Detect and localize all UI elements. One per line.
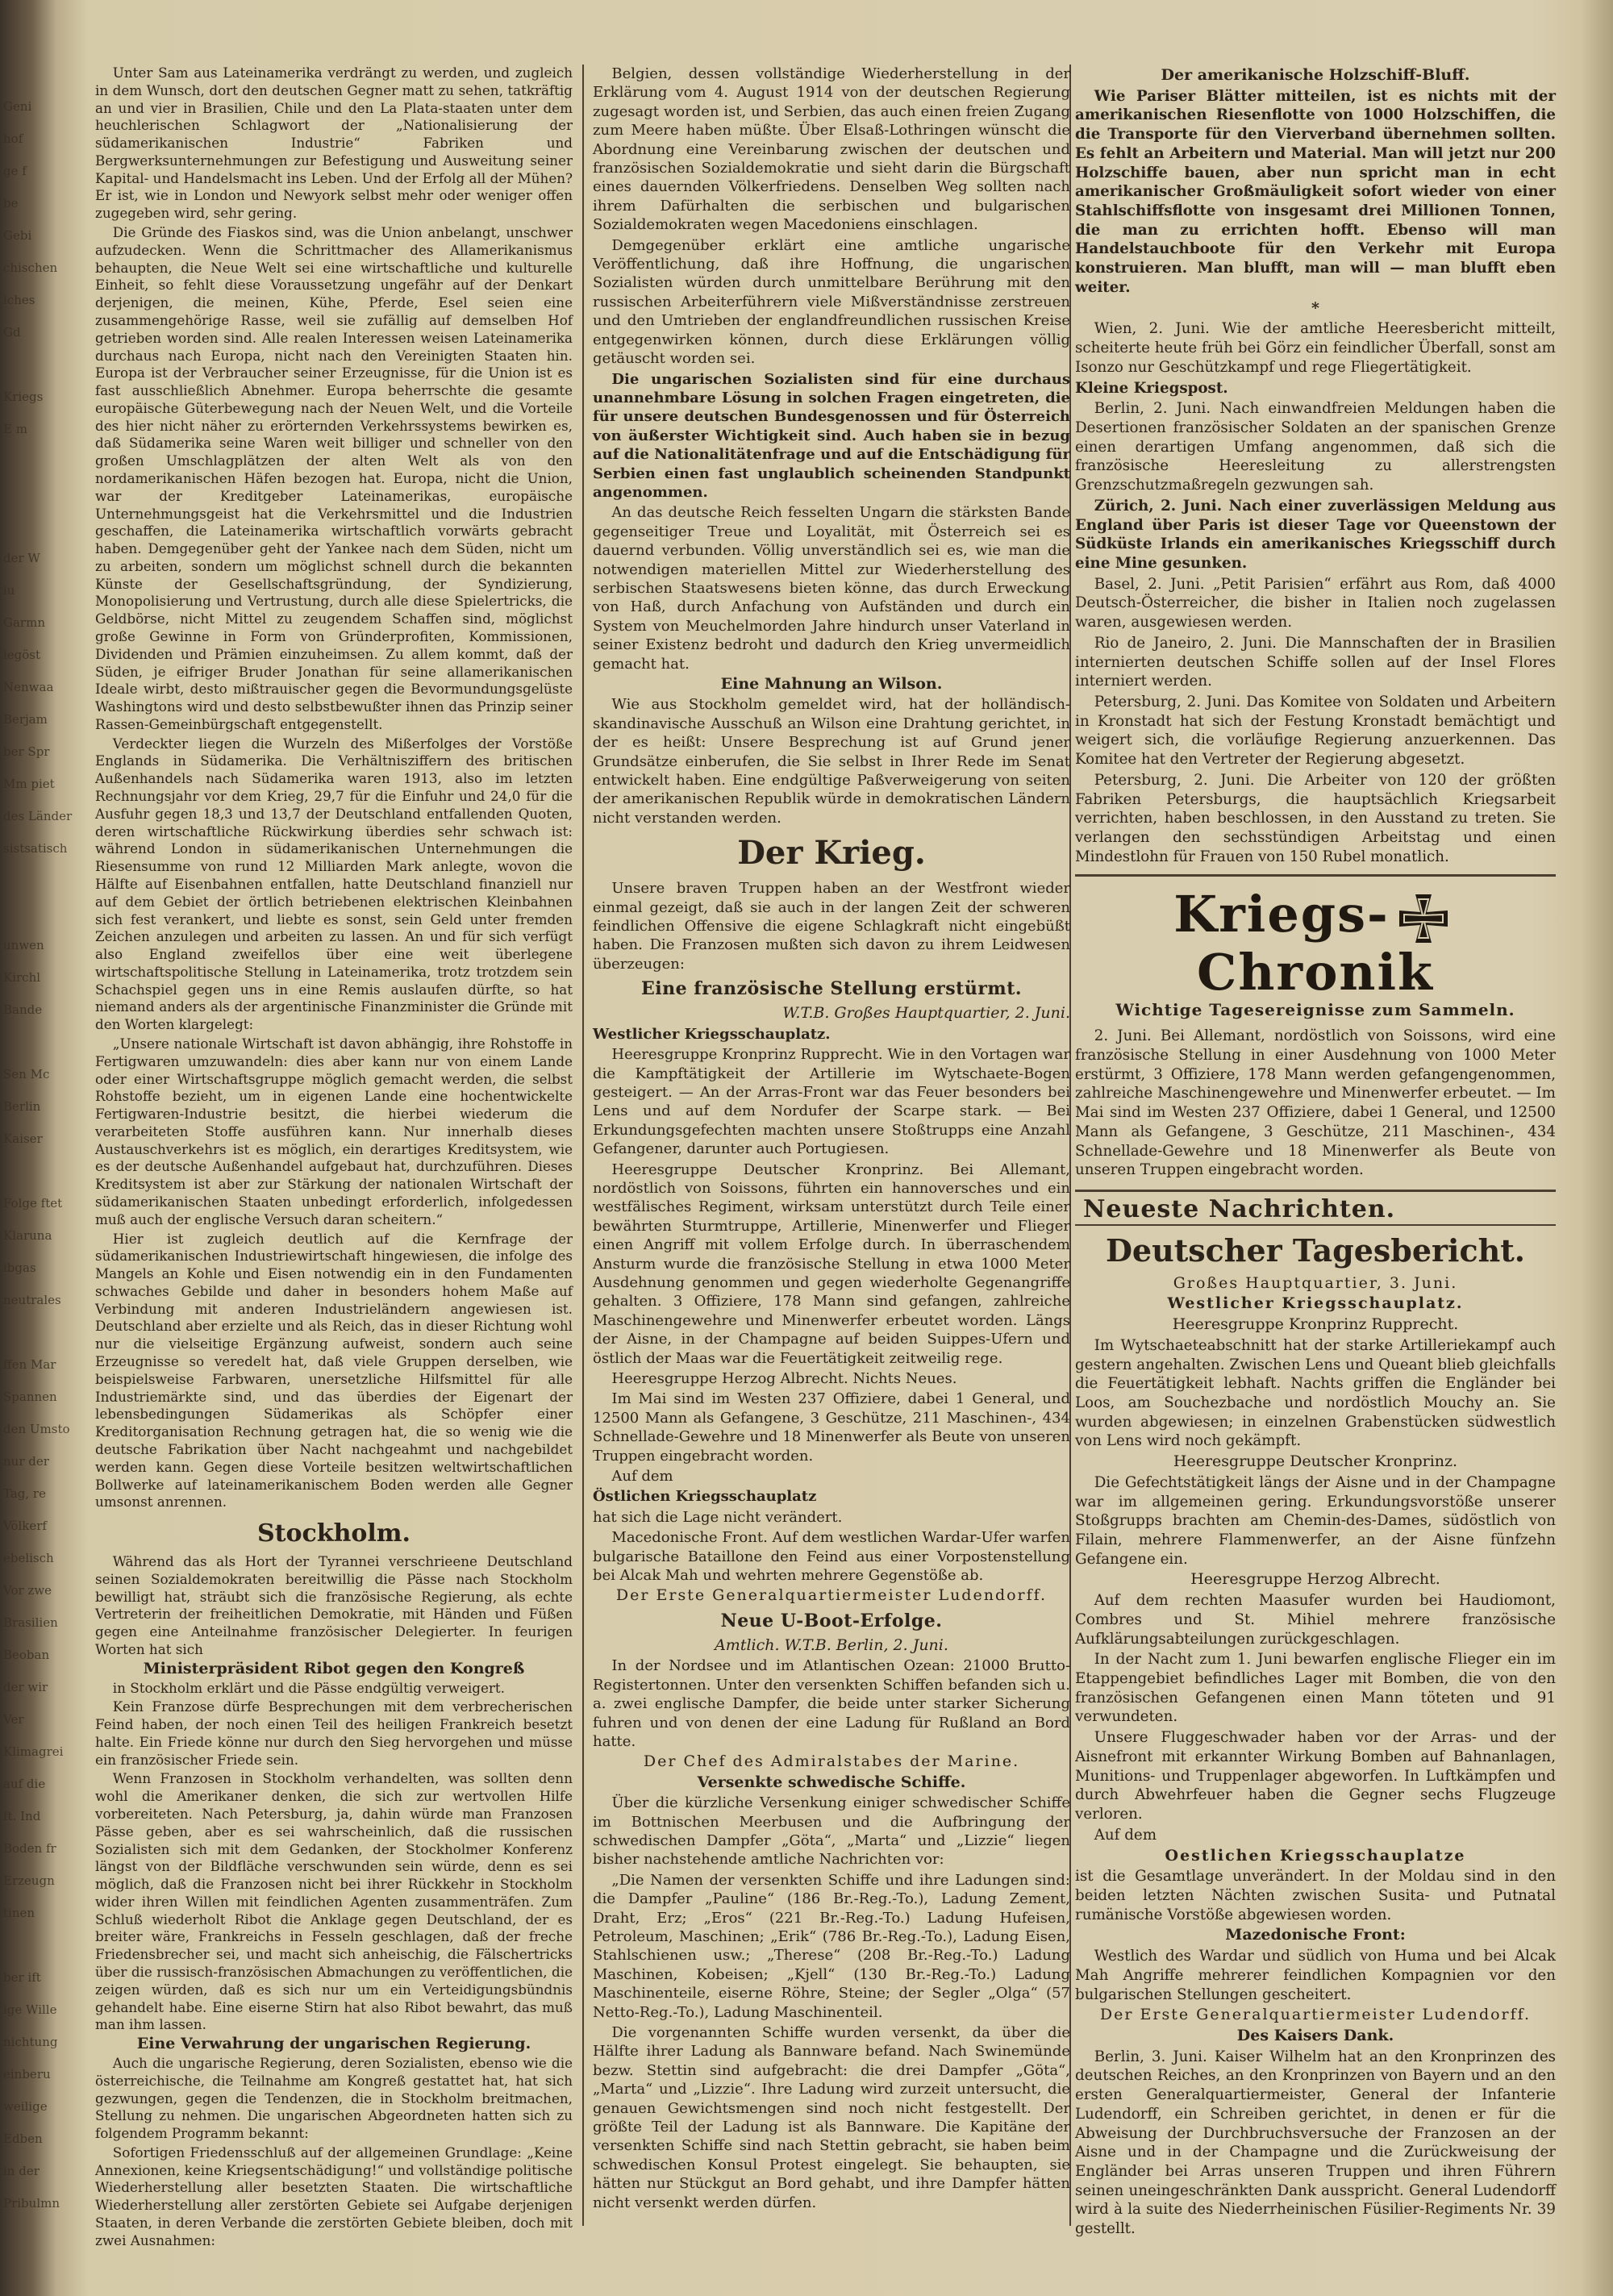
col2-paragraph: Die vorgenannten Schiffe wurden versenkt, da über die Hälfte ihrer Ladung als Bannware befand. Nach Swinemünde bezw. Stettin sind aufgebracht: die drei Dampfer „Göta“, „Marta“ und „Lizzie“. Ihre Ladung wird zurzeit untersucht, die genauen Gewichtsmengen sind noch nicht festgestellt. Der größte Teil der Ladung ist als Bannware. Die Kapitäne der versenkten Schiffe sind nach Stettin gebracht, sie haben beim schwedischen Konsul Protest eingelegt. Sie behaupten, sie hätten nur Stückgut an Bord gehabt, und ihre Dampfer hätten nicht versenkt werden dürfen. [593,2024,1070,2211]
gutter-fragment: ibgas [3,1261,36,1275]
gutter-fragment: Mm piet [3,777,55,791]
col1-paragraph: Hier ist zugleich deutlich auf die Kernfrage der südamerikanischen Industriewirtschaft hingewiesen, die infolge des Mangels an Kohle und Eisen notwendig ein in den Fundamenten schwaches Gebilde und daher in besonders hohem Maße auf Verbindung mit anderen Industrieländern angewiesen ist. Deutschland aber erzielte und als Reich, das in dieser Richtung wohl nur die vielseitige Ergänzung aufweist, sondern auch seine Erzeugnisse so veredelt hat, daß viele Gruppen derselben, wie beispielsweise Farbwaren, unersetzliche Hilfsmittel für alle Industriemärkte sind, und das überdies der Eigenart der lebensbedingungen Südamerikas als Schöpfer einer Kreditorganisation Rechnung getragen hat, die so wenig wie die deutsche Fabrikation über Nacht nachgeahmt und nachgebildet werden kann. Gegen diese Vorteile besitzen weltwirtschaftlichen Bollwerke auf lateinamerikanischem Boden werden alle Gegner umsonst anrennen. [95,1230,573,1511]
col3-paragraph: Wien, 2. Juni. Wie der amtliche Heeresbericht mitteilt, scheiterte heute früh bei Görz ein feindlicher Überfall, sonst am Isonzo nur Geschützkampf und rege Fliegertätigkeit. [1075,320,1556,376]
gutter-fragment: in der [3,2164,40,2178]
column-1 [95,65,573,2252]
col2-paragraph: Heeresgruppe Kronprinz Rupprecht. Wie in den Vortagen war die Kampftätigkeit der Artillerie im Wytschaete-Bogen gesteigert. — An der Arras-Front war das Feuer besonders bei Lens und auf dem Nordufer der Scarpe stark. — Bei Erkundungsgefechten machten unsere Stoßtrupps eine Anzahl Gefangener, darunter auch Portugiesen. [593,1046,1070,1158]
gutter-fragment: Völkerf [3,1519,47,1533]
schwedische-schiffe-subheading: Versenkte schwedische Schiffe. [697,1773,966,1791]
col2-paragraph: Demgegenüber erklärt eine amtliche ungarische Veröffentlichung, daß ihre Hoffnung, die ungarischen Sozialisten würden durch unmittelbare Berührung mit den russischen Arbeiterführern viele Mißverständnisse zerstreuen und den Umtrieben der englandfreundlichen russischen Kreise entgegenwirken können, durch diese Erklärungen völlig getäuscht worden sei. [593,236,1070,368]
gutter-fragment: Beoban [3,1648,50,1662]
col2-paragraph: Die ungarischen Sozialisten sind für eine durchaus unannehmbare Lösung in solchen Fragen eingetreten, die für unsere deutschen Bundesgenossen und für Österreich von äußerster Wichtigkeit sind. Auch haben sie in bezug auf die Nationalitätenfrage und auf die Entschädigung für Serbien einen fast unglaublich scheinenden Standpunkt angenommen. [593,370,1070,501]
gutter-fragment: des Länder [3,809,73,823]
gutter-fragment: ffen Mar [3,1357,56,1372]
gutter-fragment: Nenwaa [3,680,54,694]
gutter-fragment: ge f [3,164,27,178]
tb-west-heading: Westlicher Kriegsschauplatz. [1167,1294,1464,1313]
col1-paragraph: Wenn Franzosen in Stockholm verhandelten, was sollten denn wohl die Amerikaner denken, die sich zur wertvollen Hilfe vorbereiteten. Nach Petersburg, ja, dahin würde man Franzosen Pässe geben, aber es sei wahrscheinlich, daß die russischen Sozialisten sich mit dem Gedanken, der Stockholmer Konferenz längst von der Bildfläche verschwunden sein würde, denn es sei möglich, daß die Franzosen nicht bei ihrer Rückkehr in Stockholm wider ihren Willen mit feindlichen Agenten zusammenträfen. Zum Schluß wiederholt Ribot die Anklage gegen Deutschland, der es breiter wäre, Frankreichs in Fesseln geschlagen, daß der freche Friedensbrecher sei, und macht sich anheischig, die Fälschertricks über die russisch-französischen Abmachungen zu veröffentlichen, die zeigen würden, daß es sich nur um ein Verteidigungsbündnis gehandelt habe. Eine eiserne Stirn hat also Ribot bewahrt, das muß man ihm lassen. [95,1770,573,2033]
col2-paragraph: „Die Namen der versenkten Schiffe und ihre Ladungen sind: die Dampfer „Pauline“ (186 Br.-Reg.-To.), Ladung Zement, Draht, Erz; „Eros“ (221 Br.-Reg.-To.) Ladung Hufeisen, Petroleum, Maschinen; „Erik“ (786 Br.-Reg.-To.), Ladung Eisen, Stahlschienen usw.; „Therese“ (208 Br.-Reg.-To.) Ladung Maschinen, Kobeisen; „Kjell“ (130 Br.-Reg.-To.) Ladung Maschinenteile, eiserne Röhre, Steine; der Segler „Olga“ (57 Netto-Reg.-To.), Ladung Maschinenteil. [593,1871,1070,2021]
col3-paragraph: Wie Pariser Blätter mitteilen, ist es nichts mit der amerikanischen Riesenflotte von 1000 Holzschiffen, die die Transporte für den Vierverband übernehmen sollten. Es fehlt an Arbeitern und Material. Man will jetzt nur 200 Holzschiffe bauen, aber nun spricht man in echt amerikanischer Großmäuligkeit sofort wieder von einer Stahlschiffsflotte von insgesamt drei Millionen Tonnen, die man zu errichten hofft. Ebenso will man Handelstauchboote für den Verkehr mit Europa konstruieren. Man blufft, man will — man blufft eben weiter. [1075,87,1556,296]
gutter-fragment: Gd [3,325,21,340]
col2-paragraph: An das deutsche Reich fesselten Ungarn die stärksten Bande gegenseitiger Treue und Loyalität, mit Österreich sei es dauernd verbunden. Völlig unverständlich sei es, wie man die notwendigen materiellen Mittel zur Wiederherstellung des serbischen Staatswesens bieten könne, das durch Erweckung von Haß, durch Anfachung von Aufständen und durch ein System von Meuchelmorden Jahre hindurch unser Vaterland in seiner Existenz bedroht und dadurch den Krieg unvermeidlich gemacht hat. [593,504,1070,673]
col2-paragraph: hat sich die Lage nicht verändert. [593,1508,843,1526]
stockholm-heading: Stockholm. [257,1519,411,1548]
gutter-fragment: iu [3,583,15,598]
col1-paragraph: Während das als Hort der Tyrannei verschrieene Deutschland seinen Sozialdemokraten bereitwillig die Pässe nach Stockholm bewilligt hat, sträubt sich die französische Regierung, als echte Vertreterin der freiheitlichen Demokratie, mit Händen und Füßen gegen eine Anteilnahme französischer Delegierter. In feurigen Worten hat sich [95,1553,573,1657]
gutter-fragment: Folge ftet [3,1196,63,1211]
section-star: * [1311,298,1319,317]
gutter-fragment: Bande [3,1002,43,1017]
gutter-fragment: einberu [3,2067,51,2081]
col1-paragraph: Sofortigen Friedensschluß auf der allgemeinen Grundlage: „Keine Annexionen, keine Kriegsentschädigung!“ und vollständige politische Wiederherstellung aller besetzten Staaten. Die wirtschaftliche Wiederherstellung aller zerstörten Gebiete sei Aufgabe derjenigen Staaten, in deren Verbande die zerstörten Gebiete bleiben, doch mit zwei Ausnahmen: [95,2144,573,2248]
chronik-bottom-rule [1075,1190,1556,1192]
col3-paragraph: Die Gefechtstätigkeit längs der Aisne und in der Champagne war im allgemeinen gering. Erkundungsvorstöße unserer Stoßgrupps brachten am Chemin-des-Dames, südöstlich von Filain, mehrere Flammenwerfer, an der Aisne fünfzehn Gefangene ein. [1075,1473,1556,1568]
col3-paragraph: Auf dem [1094,1826,1157,1844]
gutter-fragment: be [3,196,19,210]
col2-paragraph: Belgien, dessen vollständige Wiederherstellung in der Erklärung vom 4. August 1914 von der deutschen Regierung zugesagt worden ist, und Serbien, das auch einen freien Zugang zum Meere haben müßte. Über Elsaß-Lothringen wünscht die Abordnung eine Vereinbarung zwischen der deutschen und französischen Sozialdemokratie und sieht darin die Bürgschaft eines dauernden Völkerfriedens. Denselben Weg sollten nach ihrem Dafürhalten die serbischen und bulgarischen Sozialdemokraten wegen Macedoniens einschlagen. [593,65,1070,234]
col2-paragraph: Macedonische Front. Auf dem westlichen Wardar-Ufer warfen bulgarische Bataillone den Feind aus einer Vorpostenstellung bei Alcak Mah und wehrten mehrere Gegenstöße ab. [593,1529,1070,1585]
col3-paragraph: Berlin, 3. Juni. Kaiser Wilhelm hat an den Kronprinzen des deutschen Reiches, an den Kronprinzen von Bayern und an den ersten Generalquartiermeister, General der Infanterie Ludendorff, ein Schreiben gerichtet, in denen er für die Abweisung der Durchbruchsversuche der Franzosen an der Aisne und in der Champagne und die Zurückweisung der Engländer bei Arras unseren Truppen und ihren Führern seinen uneingeschränkten Dank ausspricht. General Ludendorff wird à la suite des Niederrheinischen Füsilier-Regiments Nr. 39 gestellt. [1075,2048,1556,2238]
col1-quote: „Unsere nationale Wirtschaft ist davon abhängig, ihre Rohstoffe in Fertigwaren umzuwandeln: dies aber kann nur von einem Lande oder einer Wirtschaftsgruppe möglich gemacht werden, die selbst Rohstoffe bezieht, um in eigenen Lande eine hochentwickelte Fertigwaren-Industrie besitzt, die hierbei wiederum die verarbeiteten Stoffe ausführen kann. Nur innerhalb dieses Austauschverkehrs ist es möglich, ein derartiges Kreditsystem, wie es der deutsche Außenhandel aufgebaut hat, durchzuführen. Dieses Kreditsystem ist aber zur Stärkung der nationalen Wirtschaft der südamerikanischen Staaten unbedingt erforderlich, infolgedessen muß auch der englische Versuch daran scheitern.“ [95,1035,573,1227]
column-2 [593,65,1070,2214]
gutter-fragment: Boden fr [3,1841,56,1856]
gutter-fragment: ebelisch [3,1551,54,1565]
admiralstab-signature: Der Chef des Admiralstabes der Marine. [643,1752,1020,1771]
gutter-fragment: chischen [3,260,58,275]
col1-paragraph: Die Gründe des Fiaskos sind, was die Union anbelangt, unschwer aufzudecken. Wenn die Schrittmacher des Allamerikanismus behaupten, die Neue Welt sei eine wirtschaftliche und kulturelle Einheit, so fehlt diese Voraussetzung ungefähr auf der Denkart derjenigen, die meinen, Kühe, Pferde, Esel seien eine zusammengehörige Rasse, weil sie zufällig auf demselben Hof getrieben worden sind. Alle realen Interessen weisen Lateinamerika durchaus nach Europa, nicht nach den Vereinigten Staaten hin. Europa ist der Verbraucher seiner Erzeugnisse, für die Union ist es fast ausschließlich Abnehmer. Europa beherrschte die gesamte europäische Güterbewegung nach der Neuen Welt, und die Vorteile des hier nicht näher zu erörternden Verkehrssystems bewirken es, daß Südamerika seine Waren weit billiger und schneller von den großen Umschlagplätzen der alten Welt als von den nordamerikanischen Häfen bezogen hat. Europa, nicht die Union, war der Kreditgeber Lateinamerikas, europäische Unternehmungsgeist hat die Verkehrsmittel und die Industrien geschaffen, die Lateinamerika wirtschaftlich vorwärts gebracht haben. Demgegenüber geht der Yankee nach dem Süden, nicht um zu arbeiten, sondern um möglichst schnell durch die bekannten Künste der Gesellschaftsgründung, der Syndizierung, Monopolisierung und Vertrustung, durch alle diese Spielertricks, die Geldbörse, nicht Mittel zu zeugendem Schaffen sind, möglichst große Gewinne in Form von Gründerprofiten, Kommissionen, Dividenden und Prämien einzuheimsen. Zu allem kommt, daß der Süden, je eifriger Bruder Jonathan für seine allamerikanischen Ideale wirbt, desto mißtrauischer gegen die Bevormundungsgelüste Washingtons wird und desto selbstbewußter ihnen das Prinzip seiner Rassen-Gemeinbürgschaft entgegenstellt. [95,224,573,732]
gutter-fragment: Geni [3,99,32,114]
gutter-fragment: Brasilien [3,1615,58,1630]
holzschiff-heading: Der amerikanische Holzschiff-Bluff. [1161,66,1470,84]
gutter-fragment: unwen [3,938,44,952]
gutter-fragment: Erzeugn [3,1873,55,1888]
col3-paragraph: Auf dem rechten Maasufer wurden bei Haudiomont, Combres und St. Mihiel mehrere französische Aufklärungsabteilungen zurückgeschlagen. [1075,1592,1556,1648]
gutter-fragment: Ver [3,1712,24,1727]
uboot-heading: Neue U-Boot-Erfolge. [720,1610,943,1631]
col2-paragraph: Heeresgruppe Deutscher Kronprinz. Bei Allemant, nordöstlich von Soissons, führten ein hannoversches und ein westfälisches Regiment, wirksam unterstützt durch Teile einer bewährten Sturmtruppe, Artillerie, Minenwerfer und Flieger einen Angriff mit vollem Erfolge durch. In überraschendem Ansturm wurde die französische Stellung in etwa 1000 Meter Ausdehnung genommen und gegen wiederholte Gegenangriffe gehalten. 3 Offiziere, 178 Mann sind gefangen, zahlreiche Maschinengewehre und Minenwerfer erbeutet worden. Längs der Aisne, in der Champagne auf beiden Suippes-Ufern und östlich der Maas war die Feuertätigkeit zeitweilig rege. [593,1161,1070,1367]
neueste-rule [1075,1224,1556,1226]
gutter-fragment: Gebi [3,228,32,243]
col2-paragraph: Unsere braven Truppen haben an der Westfront wieder einmal gezeigt, daß sie auch in der langen Zeit der schweren feindlichen Offensive die eigene Schlagkraft nicht eingebüßt haben. Die Franzosen mußten sich davon zu ihrem Leidwesen überzeugen: [593,880,1070,973]
stellung-heading: Eine französische Stellung erstürmt. [640,978,1023,1000]
col3-paragraph: Petersburg, 2. Juni. Die Arbeiter von 120 der größten Fabriken Petersburgs, die hauptsächlich Kriegsarbeit verrichten, haben beschlossen, in den Ausstand zu treten. Sie verlangen den sechsstündigen Arbeitstag und einen Mindestlohn für Frauen von 150 Rubel monatlich. [1075,771,1556,865]
col2-paragraph: Im Mai sind im Westen 237 Offiziere, dabei 1 General, und 12500 Mann als Gefangene, 3 Geschütze, 211 Maschinen-, 434 Schnellade-Gewehre und 18 Minenwerfer als Beute von unseren Truppen eingebracht worden. [593,1390,1070,1465]
col3-paragraph: In der Nacht zum 1. Juni bewarfen englische Flieger ein im Etappengebiet befindliches Lager mit Bomben, die von den französischen Gefangenen einen Mann töteten und 91 verwundeten. [1075,1651,1556,1726]
col3-paragraph: Westlich des Wardar und südlich von Huma und bei Alcak Mah Angriffe mehrerer feindlichen Kompagnien vor den bulgarischen Stellungen gescheitert. [1075,1948,1556,2003]
gutter-fragment: Kriegs [3,390,44,404]
col3-paragraph: Petersburg, 2. Juni. Das Komitee von Soldaten und Arbeitern in Kronstadt hat sich der Festung Kronstadt bemächtigt und weigert sich, die vorläufige Regierung anzuerkennen. Das Komitee hat den Vertreter der Regierung abgesetzt. [1075,694,1556,769]
ludendorff-signature-1: Der Erste Generalquartiermeister Ludendorff. [615,1586,1048,1605]
col1-paragraph: Kein Franzose dürfe Besprechungen mit dem verbrecherischen Feind haben, der noch einen Teil des heiligen Frankreich besetzt halte. Ein Friede könne nur durch den Sieg hervorgehen und müsse ein französischer Friede sein. [95,1698,573,1768]
gutter-fragment: Spannen [3,1390,57,1404]
wtb-dateline: W.T.B. Großes Hauptquartier, 2. Juni. [782,1004,1070,1023]
col3-paragraph: 2. Juni. Bei Allemant, nordöstlich von Soissons, wird eine französische Stellung in einer Ausdehnung von 1000 Meter erstürmt, 3 Offiziere, 178 Mann werden gefangengenommen, zahlreiche Maschinengewehre und Minenwerfer erbeutet. — Im Mai sind im Westen 237 Offiziere, dabei 1 General, und 12500 Mann als Gefangene, 3 Geschütze, 211 Maschinen-, 434 Schnellade-Gewehre und 18 Minenwerfer als Beute von unseren Truppen eingebracht worden. [1075,1027,1556,1179]
uboot-dateline: Amtlich. W.T.B. Berlin, 2. Juni. [715,1636,948,1654]
tagesbericht-dateline: Großes Hauptquartier, 3. Juni. [1173,1273,1458,1292]
gutter-fragment: nichtung [3,2035,58,2049]
col3-paragraph: Rio de Janeiro, 2. Juni. Die Mannschaften der in Brasilien internierten deutschen Schiffe sollen auf der Insel Flores interniert werden. [1075,634,1556,690]
gutter-fragment: Pribulmn [3,2196,60,2211]
wilson-subheading: Eine Mahnung an Wilson. [720,675,943,693]
col2-paragraph: Heeresgruppe Herzog Albrecht. Nichts Neues. [611,1370,957,1387]
chronik-subtitle: Wichtige Tagesereignisse zum Sammeln. [1115,1000,1515,1020]
gutter-fragment: nur der [3,1454,49,1469]
verwahrung-subheading: Eine Verwahrung der ungarischen Regierung. [136,2035,531,2053]
col3-paragraph: Zürich, 2. Juni. Nach einer zuverlässigen Meldung aus England über Paris ist dieser Tage vor Queenstown der Südküste Irlands ein amerikanisches Kriegsschiff durch eine Mine gesunken. [1075,497,1556,572]
col1-paragraph: Unter Sam aus Lateinamerika verdrängt zu werden, und zugleich in dem Wunsch, dort den deutschen Gegner matt zu sehen, tatkräftig an und vier in Brasilien, Chile und den La Plata-staaten unter dem heuchlerischen Schlagwort der „Nationalisierung der südamerikanischen Industrie“ Fabriken und Bergwerksunternehmungen zur Befestigung und Ausweitung seiner Kapital- und Handelsmacht ins Leben. Und der Erfolg all der Mühen? Er ist, wie in London und Newyork selbst mehr oder weniger offen zugegeben wird, sehr gering. [95,65,573,222]
gutter-fragment: ft. Ind [3,1809,41,1823]
tb-herzog-heading: Heeresgruppe Herzog Albrecht. [1190,1570,1440,1589]
gutter-fragment: Garmn [3,615,45,630]
gutter-fragment: ber Spr [3,744,50,759]
col2-paragraph: Wie aus Stockholm gemeldet wird, hat der holländisch-skandinavische Ausschuß an Wilson eine Drahtung gerichtet, in der es heißt: Unsere Besprechung ist auf Grund jener Grundsätze einberufen, die Sie selbst in Ihrer Rede im Senat entwickelt haben. Eine endgültige Paßverweigerung von seiten der amerikanischen Republik würde in demokratischen Ländern nicht verstanden werden. [593,696,1070,827]
gutter-fragment: weilige [3,2099,48,2114]
tb-mazedonien-heading: Mazedonische Front: [1225,1926,1406,1944]
tb-kronprinz-heading: Heeresgruppe Deutscher Kronprinz. [1173,1452,1458,1471]
gutter-fragment: Kaiser [3,1131,43,1146]
gutter-fragment: ige Wille [3,2002,57,2017]
kriegspost-heading: Kleine Kriegspost. [1075,379,1228,397]
gutter-fragment: den Umsto [3,1422,70,1436]
col2-paragraph: In der Nordsee und im Atlantischen Ozean: 21000 Brutto-Registertonnen. Unter den versenkten Schiffen befanden sich u. a. zwei englische Dampfer, die beide unter starker Sicherung fuhren und von denen der eine Ladung für Rußland an Bord hatte. [593,1657,1070,1750]
gutter-fragment: Tag, re [3,1486,46,1501]
gutter-fragment: hof [3,131,23,146]
chronik-left-word: Kriegs- [1173,885,1390,944]
col3-paragraph: Basel, 2. Juni. „Petit Parisien“ erfährt aus Rom, daß 4000 Deutsch-Österreicher, die bisher in Italien noch zugelassen waren, ausgewiesen werden. [1075,575,1556,631]
col2-paragraph: Auf dem [611,1468,673,1486]
chronik-top-rule [1075,874,1556,877]
gutter-fragment: Klaruna [3,1228,52,1243]
gutter-fragment: der W [3,551,40,565]
gutter-fragment: auf die [3,1777,46,1791]
gutter-fragment: Sen Mc [3,1067,50,1081]
gutter-fragment: iches [3,293,35,307]
tagesbericht-heading: Deutscher Tagesbericht. [1105,1231,1526,1269]
krieg-heading: Der Krieg. [737,834,926,873]
col3-paragraph: Unsere Fluggeschwader haben vor der Arras- und der Aisnefront mit erkannter Wirkung Bomben auf Bahnanlagen, Munitions- und Truppenlager abgeworfen. In Luftkämpfen und durch Abwehrfeuer haben die Gegner sechs Flugzeuge verloren. [1075,1729,1556,1823]
gutter-fragment: Klimagrei [3,1744,64,1759]
column-rule-1 [582,65,584,2226]
col3-paragraph: Berlin, 2. Juni. Nach einwandfreien Meldungen haben die Desertionen französischer Soldaten an der spanischen Grenze einen derartigen Umfang angenommen, daß sich die französische Heeresleitung zu allerstrengsten Grenzschutzmaßregeln gezwungen sah. [1075,400,1556,494]
ribot-subheading: Ministerpräsident Ribot gegen den Kongreß [143,1659,525,1677]
col1-paragraph: in Stockholm erklärt und die Pässe endgültig verweigert. [112,1679,505,1696]
kriegs-chronik-masthead [1075,886,1556,1001]
iron-cross-icon [1398,893,1449,944]
gutter-fragment: Berjam [3,712,48,727]
kaiser-dank-heading: Des Kaisers Dank. [1236,2026,1394,2044]
tb-rupprecht-heading: Heeresgruppe Kronprinz Rupprecht. [1172,1315,1459,1334]
gutter-fragment: ber ift [3,1970,41,1985]
gutter-fragment: Kirchl [3,970,41,985]
neueste-nachrichten-heading: Neueste Nachrichten. [1083,1194,1396,1223]
page-edge-shadow [1581,0,1613,2296]
col1-paragraph: Verdeckter liegen die Wurzeln des Mißerfolges der Vorstöße Englands in Südamerika. Die Verhältnisziffern des britischen Außenhandels nach Südamerika waren 1913, also im letzten Rechnungsjahr vor dem Krieg, 29,7 für die Einfuhr und 24,0 für die Ausfuhr gegen 18,3 und 13,7 der Deutschland entfallenden Quoten, deren wirtschaftliche Rückwirkung überdies sehr schwach ist: während London in südamerikanischen Unternehmungen die Riesensumme von rund 12 Milliarden Mark anlegte, wovon die Hälfte auf Eisenbahnen entfallen, hatte Deutschland finanziell nur auf dem Gebiet der örtlich betriebenen elektrischen Kleinbahnen sich fest verankert, und liebte es sonst, sein Geld unter fremden Zeichen anzulegen und arbeiten zu lassen. An und für sich verfügt also England zweifellos über eine weit überlegene wirtschaftspolitische Stellung in Lateinamerika, trotz trotzdem sein Schachspiel gegen uns in eine Remis auslaufen dürfte, so hat niemand anders als der argentinische Finanzminister die Gründe mit den Worten klargelegt: [95,735,573,1033]
chronik-right-word: Chronik [1196,943,1435,1002]
gutter-fragment: tinen [3,1906,35,1920]
left-page-gutter [0,0,73,2296]
gutter-fragment: der wir [3,1680,48,1694]
tb-ost-heading: Oestlichen Kriegsschauplatze [1165,1846,1466,1865]
gutter-fragment: Edben [3,2131,43,2146]
ludendorff-signature-2: Der Erste Generalquartiermeister Ludendorff. [1099,2006,1532,2024]
col3-paragraph: ist die Gesamtlage unverändert. In der Moldau sind in den beiden letzten Nächten zwischen Susita- und Putnatal rumänische Vorstöße abgewiesen worden. [1075,1868,1556,1923]
col3-paragraph: Im Wytschaeteabschnitt hat der starke Artilleriekampf auch gestern angehalten. Zwischen Lens und Queant blieb gleichfalls die Feuertätigkeit lebhaft. Nachts griffen die Engländer bei Loos, am Souchezbache und nordöstlich Mouchy an. Sie wurden abgewiesen; in einzelnen Grabenstücken südwestlich von Lens wird noch gekämpft. [1075,1336,1556,1450]
gutter-fragment: E m [3,422,27,436]
col1-paragraph: Auch die ungarische Regierung, deren Sozialisten, ebenso wie die österreichische, die Teilnahme am Kongreß gestattet hat, hat sich gezwungen, gegen die Tendenzen, die in Stockholm breitmachen, Stellung zu nehmen. Die ungarischen Abgeordneten hatten sich zu folgendem Programm bekannt: [95,2054,573,2142]
col2-paragraph: Über die kürzliche Versenkung einiger schwedischer Schiffe im Bottnischen Meerbusen und die Aufbringung der schwedischen Dampfer „Göta“, „Marta“ und „Lizzie“ liegen bisher nachstehende amtliche Nachrichten vor: [593,1794,1070,1869]
column-3 [1075,65,1556,2240]
ost-subheading: Östlichen Kriegsschauplatz [593,1488,817,1506]
gutter-fragment: sistsatisch [3,841,68,856]
gutter-fragment: neutrales [3,1293,61,1307]
gutter-fragment: iegöst [3,648,41,662]
west-subheading: Westlicher Kriegsschauplatz. [593,1025,831,1043]
gutter-fragment: Berlin [3,1099,41,1114]
gutter-fragment: Vor zwe [3,1583,52,1598]
